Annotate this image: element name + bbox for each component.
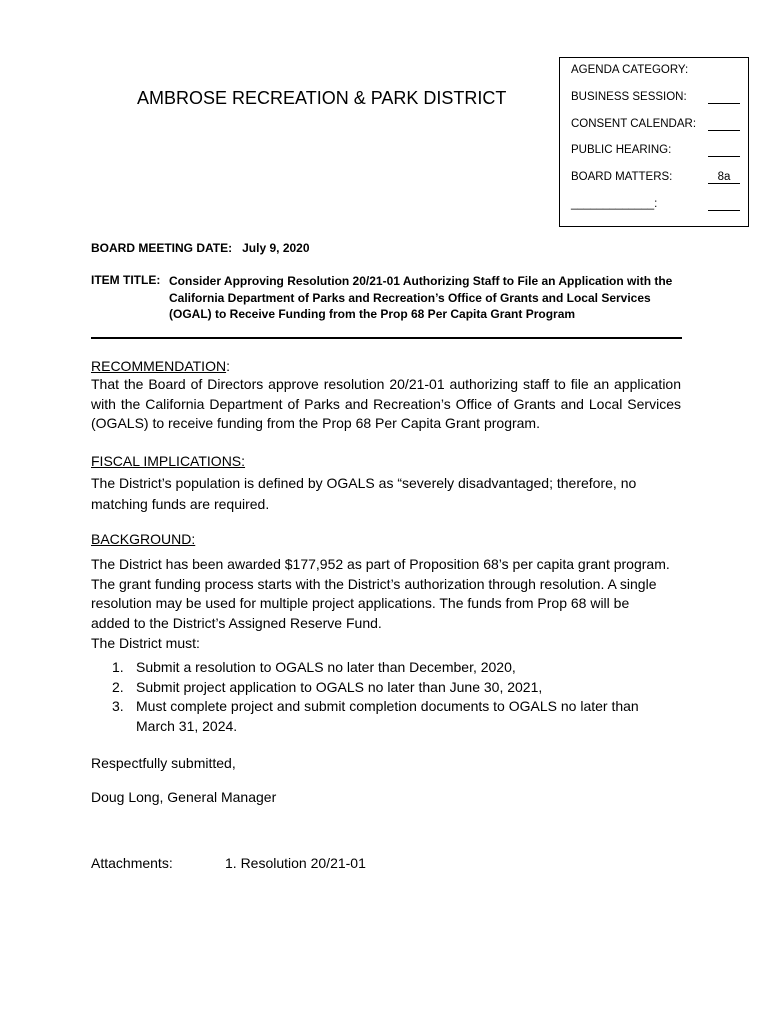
meeting-date-value: July 9, 2020	[242, 241, 310, 255]
attachments-label: Attachments:	[91, 855, 173, 871]
agenda-row-label: CONSENT CALENDAR:	[571, 118, 697, 130]
signer-name: Doug Long, General Manager	[91, 789, 277, 805]
agenda-row-value	[708, 198, 740, 211]
organization-title: AMBROSE RECREATION & PARK DISTRICT	[137, 88, 507, 108]
agenda-row-label: BUSINESS SESSION:	[571, 91, 687, 103]
agenda-row-public-hearing	[571, 144, 740, 157]
agenda-row-label: PUBLIC HEARING:	[571, 144, 672, 156]
agenda-row-label: BOARD MATTERS:	[571, 171, 673, 183]
item-title-label: ITEM TITLE:	[91, 273, 161, 287]
agenda-row-value	[708, 91, 740, 104]
requirements-list	[91, 658, 681, 736]
list-item: 3. Must complete project and submit completion documents to OGALS no later than March 31, 2024.	[112, 698, 639, 734]
fiscal-implications-text: The District’s population is defined by OGALS as “severely disadvantaged; therefore, no matching funds are required.	[91, 475, 637, 512]
district-must-intro: The District must:	[91, 635, 200, 651]
agenda-row-other	[571, 198, 740, 211]
agenda-row-business-session	[571, 91, 740, 104]
background-heading: BACKGROUND:	[91, 531, 196, 547]
respectfully-submitted: Respectfully submitted,	[91, 755, 236, 771]
recommendation-text: That the Board of Directors approve resolution 20/21-01 authorizing staff to file an application with the California Department of Parks and Recreation’s Office of Grants and Local Services (OGALS) to receive funding from the Prop 68 Per Capita Grant program.	[91, 376, 681, 431]
agenda-row-value: 8a	[708, 171, 740, 184]
agenda-category-box	[559, 57, 749, 227]
agenda-row-value	[708, 118, 740, 131]
agenda-row-label: _____________:	[571, 198, 658, 210]
attachment-item: 1. Resolution 20/21-01	[225, 855, 366, 871]
fiscal-implications-heading: FISCAL IMPLICATIONS:	[91, 453, 246, 469]
agenda-category-title	[571, 64, 740, 76]
section-divider	[91, 337, 682, 339]
background-text: The District has been awarded $177,952 as part of Proposition 68’s per capita grant program. The grant funding process starts with the District’s authorization through resolution. A single resolution may be used for multiple project applications. The funds from Prop 68 will be added to the District’s Assigned Reserve Fund.	[91, 556, 670, 631]
list-item: 1. Submit a resolution to OGALS no later than December, 2020,	[112, 659, 516, 675]
meeting-date-label: BOARD MEETING DATE:	[91, 241, 233, 255]
agenda-row-value	[708, 144, 740, 157]
agenda-row-board-matters	[571, 171, 740, 184]
recommendation-heading: RECOMMENDATION:	[91, 358, 230, 374]
board-meeting-date	[91, 241, 310, 255]
list-item: 2. Submit project application to OGALS no later than June 30, 2021,	[112, 678, 543, 695]
item-title-text: Consider Approving Resolution 20/21-01 Authorizing Staff to File an Application with the California Department of Parks and Recreation’s Office of Grants and Local Services (OGAL) to Receive Funding from the Prop 68 Per Capita Grant Program	[169, 274, 673, 321]
agenda-row-consent-calendar	[571, 118, 740, 131]
agenda-category-title-label: AGENDA CATEGORY:	[571, 64, 689, 76]
